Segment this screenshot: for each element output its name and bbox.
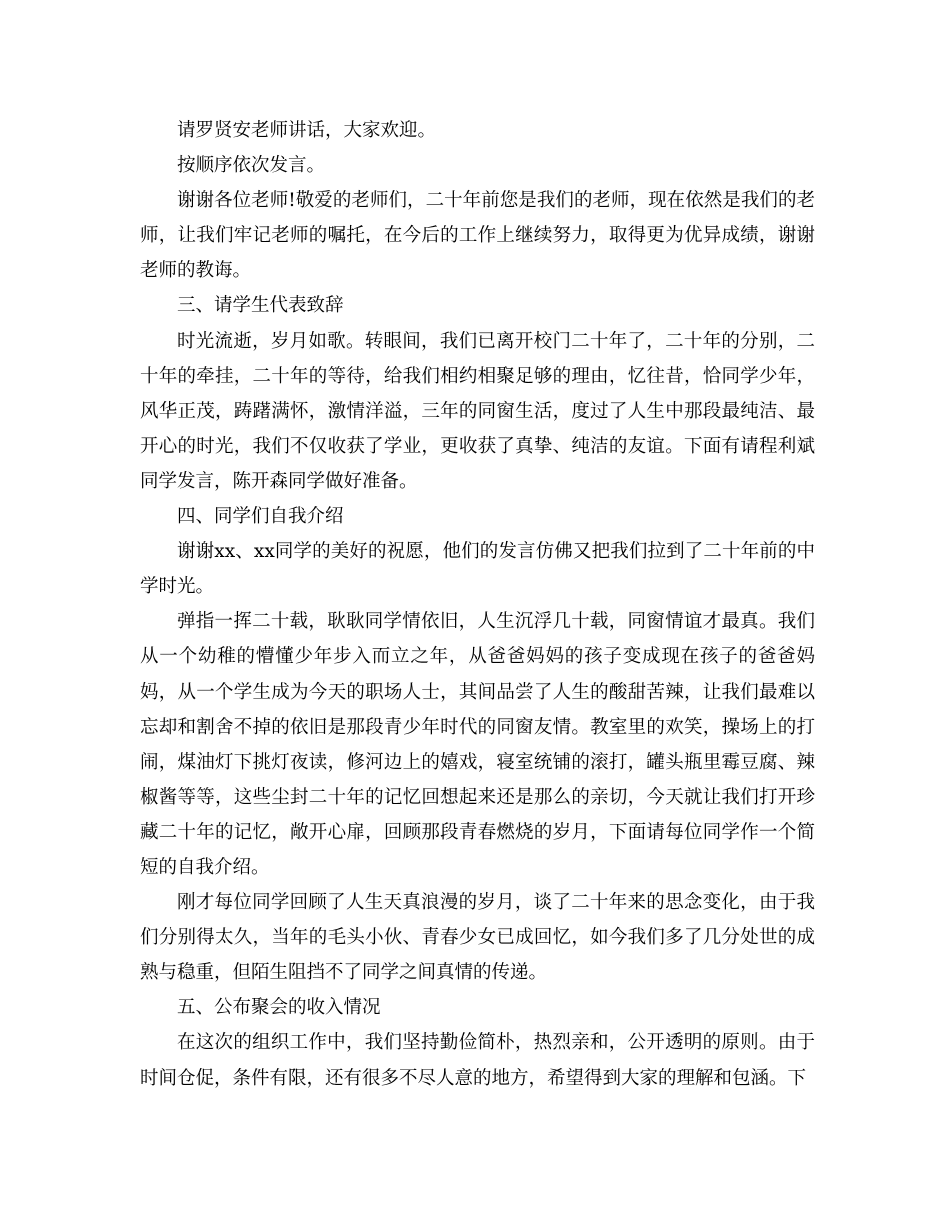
paragraph-reflection: 刚才每位同学回顾了人生天真浪漫的岁月，谈了二十年来的思念变化，由于我们分别得太久，当年的毛头小伙、青春少女已成回忆，如今我们多了几分处世的成熟与稳重，但陌生阻挡不了同学之间真情的传递。 xyxy=(140,892,815,984)
paragraph-teacher-invitation: 请罗贤安老师讲话，大家欢迎。 xyxy=(177,120,437,141)
section-heading-self-introduction: 四、同学们自我介绍 xyxy=(177,506,344,528)
paragraph-time-passes: 时光流逝，岁月如歌。转眼间，我们已离开校门二十年了，二十年的分别，二十年的牵挂，二十年的等待，给我们相约相聚足够的理由，忆往昔，恰同学少年，风华正茂，踌躇满怀，激情洋溢，三年的同窗生活，度过了人生中那段最纯洁、最开心的时光，我们不仅收获了学业，更收获了真挚、纯洁的友谊。下面有请程利斌同学发言，陈开森同学做好准备。 xyxy=(140,330,815,492)
paragraph-organization: 在这次的组织工作中，我们坚持勤俭简朴，热烈亲和，公开透明的原则。由于时间仓促，条件有限，还有很多不尽人意的地方，希望得到大家的理解和包涵。下 xyxy=(140,1032,815,1089)
paragraph-thanks-classmates: 谢谢xx、xx同学的美好的祝愿，他们的发言仿佛又把我们拉到了二十年前的中学时光。 xyxy=(140,541,815,598)
paragraph-twenty-years: 弹指一挥二十载，耿耿同学情依旧，人生沉浮几十载，同窗情谊才最真。我们从一个幼稚的懵懂少年步入而立之年，从爸爸妈妈的孩子变成现在孩子的爸爸妈妈，从一个学生成为今天的职场人士，其间品尝了人生的酸甜苦辣，让我们最难以忘却和割舍不掉的依旧是那段青少年时代的同窗友情。教室里的欢笑，操场上的打闹，煤油灯下挑灯夜读，修河边上的嬉戏，寝室统铺的滚打，罐头瓶里霉豆腐、辣椒酱等等，这些尘封二十年的记忆回想起来还是那么的亲切，今天就让我们打开珍藏二十年的记忆，敞开心扉，回顾那段青春燃烧的岁月，下面请每位同学作一个简短的自我介绍。 xyxy=(140,611,815,878)
paragraph-thanks-teachers: 谢谢各位老师!敬爱的老师们，二十年前您是我们的老师，现在依然是我们的老师，让我们牢记老师的嘱托，在今后的工作上继续努力，取得更为优异成绩，谢谢老师的教诲。 xyxy=(140,190,815,282)
section-heading-income: 五、公布聚会的收入情况 xyxy=(177,997,381,1019)
paragraph-speaking-order: 按顺序依次发言。 xyxy=(177,155,326,177)
document-body xyxy=(140,113,815,1096)
section-heading-student-speech: 三、请学生代表致辞 xyxy=(177,295,344,317)
